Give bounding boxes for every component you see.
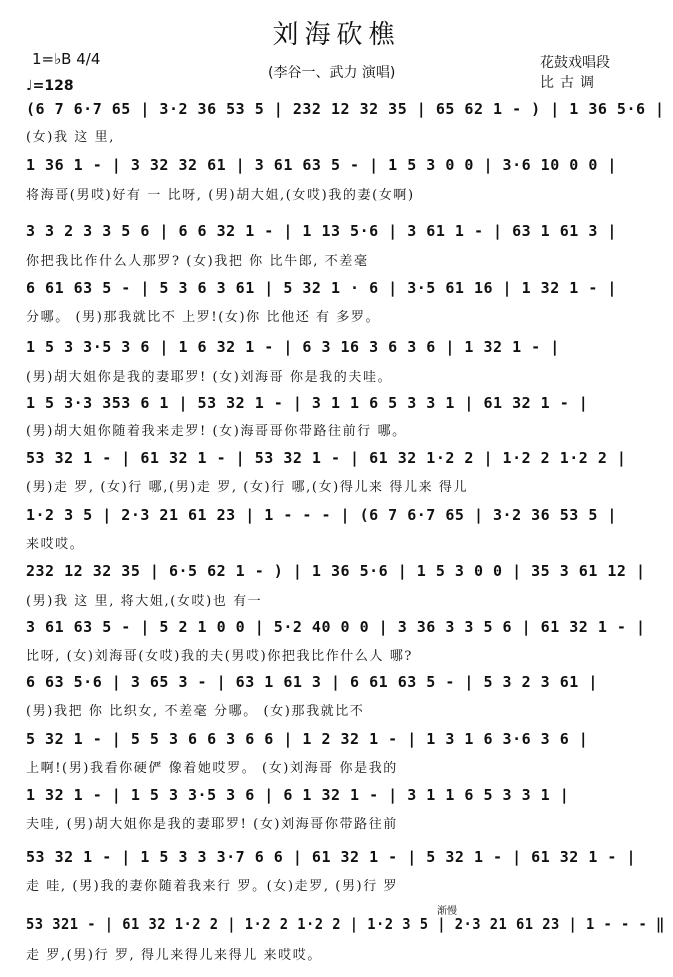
notation-line: 53 32 1 - | 1 5 3 3 3·7 6 6 | 61 32 1 - | 5 32 1 - | 61 32 1 - | <box>26 848 636 866</box>
notation-line: 232 12 32 35 | 6·5 62 1 - ) | 1 36 5·6 | 1 5 3 0 0 | 35 3 61 12 | <box>26 562 646 580</box>
notation-line: 53 321 - | 61 32 1·2 2 | 1·2 2 1·2 2 | 1·2 3 5 | 2·3 21 61 23 | 1 - - - ‖ <box>26 915 665 933</box>
notation-line: (6 7 6·7 65 | 3·2 36 53 5 | 232 12 32 35 | 65 62 1 - ) | 1 36 5·6 | <box>26 100 665 118</box>
notation-line: 3 61 63 5 - | 5 2 1 0 0 | 5·2 40 0 0 | 3 36 3 3 5 6 | 61 32 1 - | <box>26 618 646 636</box>
performers-subtitle: (李谷一、武力 演唱) <box>268 65 396 81</box>
lyric-line: (男)走 罗, (女)行 哪,(男)走 罗, (女)行 哪,(女)得儿来 得儿来 得儿 <box>26 480 469 495</box>
key-signature: 1=♭B 4/4 <box>32 50 101 68</box>
notation-line: 6 63 5·6 | 3 65 3 - | 63 1 61 3 | 6 61 63 5 - | 5 3 2 3 61 | <box>26 673 598 691</box>
lyric-line: 走 哇, (男)我的妻你随着我来行 罗。(女)走罗, (男)行 罗 <box>26 879 399 894</box>
page-title: 刘海砍樵 <box>272 20 401 50</box>
lyric-line: 来哎哎。 <box>26 537 85 552</box>
notation-line: 1 5 3 3·5 3 6 | 1 6 32 1 - | 6 3 16 3 6 3 6 | 1 32 1 - | <box>26 338 560 356</box>
lyric-line: 将海哥(男哎)好有 一 比呀, (男)胡大姐,(女哎)我的妻(女啊) <box>26 188 415 203</box>
lyric-line: (女)我 这 里, <box>26 130 115 145</box>
lyric-line: 分哪。 (男)那我就比不 上罗!(女)你 比他还 有 多罗。 <box>26 310 381 325</box>
notation-line: 5 32 1 - | 5 5 3 6 6 3 6 6 | 1 2 32 1 - | 1 3 1 6 3·6 3 6 | <box>26 730 589 748</box>
notation-line: 1 32 1 - | 1 5 3 3·5 3 6 | 6 1 32 1 - | 3 1 1 6 5 3 3 1 | <box>26 786 570 804</box>
notation-line: 1 5 3·3 353 6 1 | 53 32 1 - | 3 1 1 6 5 3 3 1 | 61 32 1 - | <box>26 394 589 412</box>
lyric-line: 走 罗,(男)行 罗, 得儿来得儿来得儿 来哎哎。 <box>26 948 322 963</box>
lyric-line: (男)胡大姐你随着我来走罗! (女)海哥哥你带路往前行 哪。 <box>26 424 407 439</box>
lyric-line: 你把我比作什么人那罗? (女)我把 你 比牛郎, 不差毫 <box>26 254 369 269</box>
lyric-line: 上啊!(男)我看你硬俨 像着她哎罗。 (女)刘海哥 你是我的 <box>26 761 398 776</box>
notation-line: 1 36 1 - | 3 32 32 61 | 3 61 63 5 - | 1 5 3 0 0 | 3·6 10 0 0 | <box>26 156 617 174</box>
notation-line: 1·2 3 5 | 2·3 21 61 23 | 1 - - - | (6 7 6·7 65 | 3·2 36 53 5 | <box>26 506 617 524</box>
lyric-line: 比呀, (女)刘海哥(女哎)我的夫(男哎)你把我比作什么人 哪? <box>26 649 413 664</box>
tempo-change-mark: 渐慢 <box>437 906 457 917</box>
notation-line: 6 61 63 5 - | 5 3 6 3 61 | 5 32 1 · 6 | 3·5 61 16 | 1 32 1 - | <box>26 279 617 297</box>
tempo-marking: ♩=128 <box>26 78 74 94</box>
lyric-line: (男)我 这 里, 将大姐,(女哎)也 有一 <box>26 594 263 609</box>
tune-label: 比古调 <box>540 75 600 91</box>
notation-line: 3 3 2 3 3 5 6 | 6 6 32 1 - | 1 13 5·6 | 3 61 1 - | 63 1 61 3 | <box>26 222 617 240</box>
lyric-line: (男)我把 你 比织女, 不差毫 分哪。 (女)那我就比不 <box>26 704 365 719</box>
lyric-line: (男)胡大姐你是我的妻耶罗! (女)刘海哥 你是我的夫哇。 <box>26 370 393 385</box>
genre-label: 花鼓戏唱段 <box>540 55 610 71</box>
lyric-line: 夫哇, (男)胡大姐你是我的妻耶罗! (女)刘海哥你带路往前 <box>26 817 398 832</box>
notation-line: 53 32 1 - | 61 32 1 - | 53 32 1 - | 61 32 1·2 2 | 1·2 2 1·2 2 | <box>26 449 627 467</box>
